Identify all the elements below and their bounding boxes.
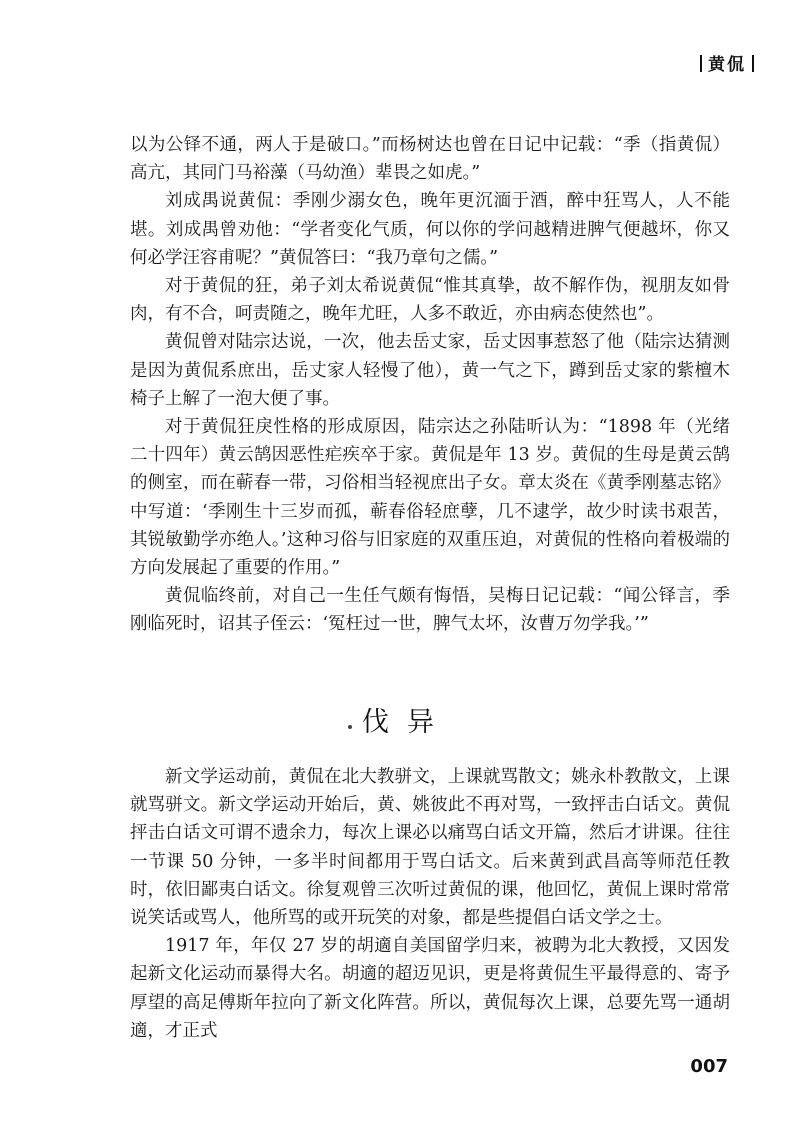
- paragraph-continued: 以为公铎不通，两人于是破口。”而杨树达也曾在日记中记载：“季（指黄侃）高亢，其同门马裕藻（马幼渔）辈畏之如虎。”: [130, 135, 730, 184]
- running-title: 黄侃: [708, 55, 746, 75]
- header-divider-right: [752, 55, 754, 72]
- paragraph: 黄侃曾对陆宗达说，一次，他去岳丈家，岳丈因事惹怒了他（陆宗达猜测是因为黄侃系庶出，岳丈家人轻慢了他），黄一气之下，蹲到岳丈家的紫檀木椅子上解了一泡大便了事。: [130, 332, 730, 409]
- paragraph: 1917 年，年仅 27 岁的胡適自美国留学归来，被聘为北大教授，又因发起新文化运动而暴得大名。胡適的超迈见识，更是将黄侃生平最得意的、寄予厚望的高足傅斯年拉向了新文化阵营。所以，黄侃每次上课，总要先骂一通胡適，才正式: [130, 936, 730, 1041]
- paragraph: 刘成禺说黄侃：季刚少溺女色，晚年更沉湎于酒，醉中狂骂人，人不能堪。刘成禺曾劝他：“学者变化气质，何以你的学问越精进脾气便越坏，你又何必学汪容甫呢？”黄侃答曰：“我乃章句之儒。”: [130, 191, 730, 268]
- section-heading: [0, 700, 800, 739]
- paragraph: 对于黄侃的狂，弟子刘太希说黄侃“惟其真挚，故不解作伪，视朋友如骨肉，有不合，呵责随之，晚年尤旺，人多不敢近，亦由病态使然也”。: [130, 276, 730, 325]
- paragraph: 黄侃临终前，对自己一生任气颇有悔悟，吴梅日记记载：“闻公铎言，季刚临死时，诏其子侄云：‘冤枉过一世，脾气太坏，汝曹万勿学我。’”: [130, 586, 730, 635]
- body-text-top: [130, 131, 730, 639]
- heading-bullet-dot: [348, 725, 352, 729]
- page-number: 007: [690, 1056, 728, 1077]
- body-text-bottom: [130, 763, 730, 1045]
- paragraph: 对于黄侃狂戾性格的形成原因，陆宗达之孙陆昕认为：“1898 年（光绪二十四年）黄云鹄因恶性疟疾卒于家。黄侃是年 13 岁。黄侃的生母是黄云鹄的侧室，而在蕲春一带，习俗相当轻视庶出子女。章太炎在《黄季刚墓志铭》中写道：‘季刚生十三岁而孤，蕲春俗轻庶孽，几不逮学，故少时读书艰苦，其锐敏勤学亦绝人。’这种习俗与旧家庭的双重压迫，对黄侃的性格向着极端的方向发展起了重要的作用。”: [130, 417, 730, 579]
- header-divider-left: [700, 55, 702, 72]
- paragraph: 新文学运动前，黄侃在北大教骈文，上课就骂散文；姚永朴教散文，上课就骂骈文。新文学运动开始后，黄、姚彼此不再对骂，一致抨击白话文。黄侃抨击白话文可谓不遗余力，每次上课必以痛骂白话文开篇，然后才讲课。往往一节课 50 分钟，一多半时间都用于骂白话文。后来黄到武昌高等师范任教时，依旧鄙夷白话文。徐复观曾三次听过黄侃的课，他回忆，黄侃上课时常常说笑话或骂人，他所骂的或开玩笑的对象，都是些提倡白话文学之士。: [130, 767, 730, 929]
- running-header: [694, 50, 760, 75]
- section-heading-text: 伐异: [362, 707, 452, 738]
